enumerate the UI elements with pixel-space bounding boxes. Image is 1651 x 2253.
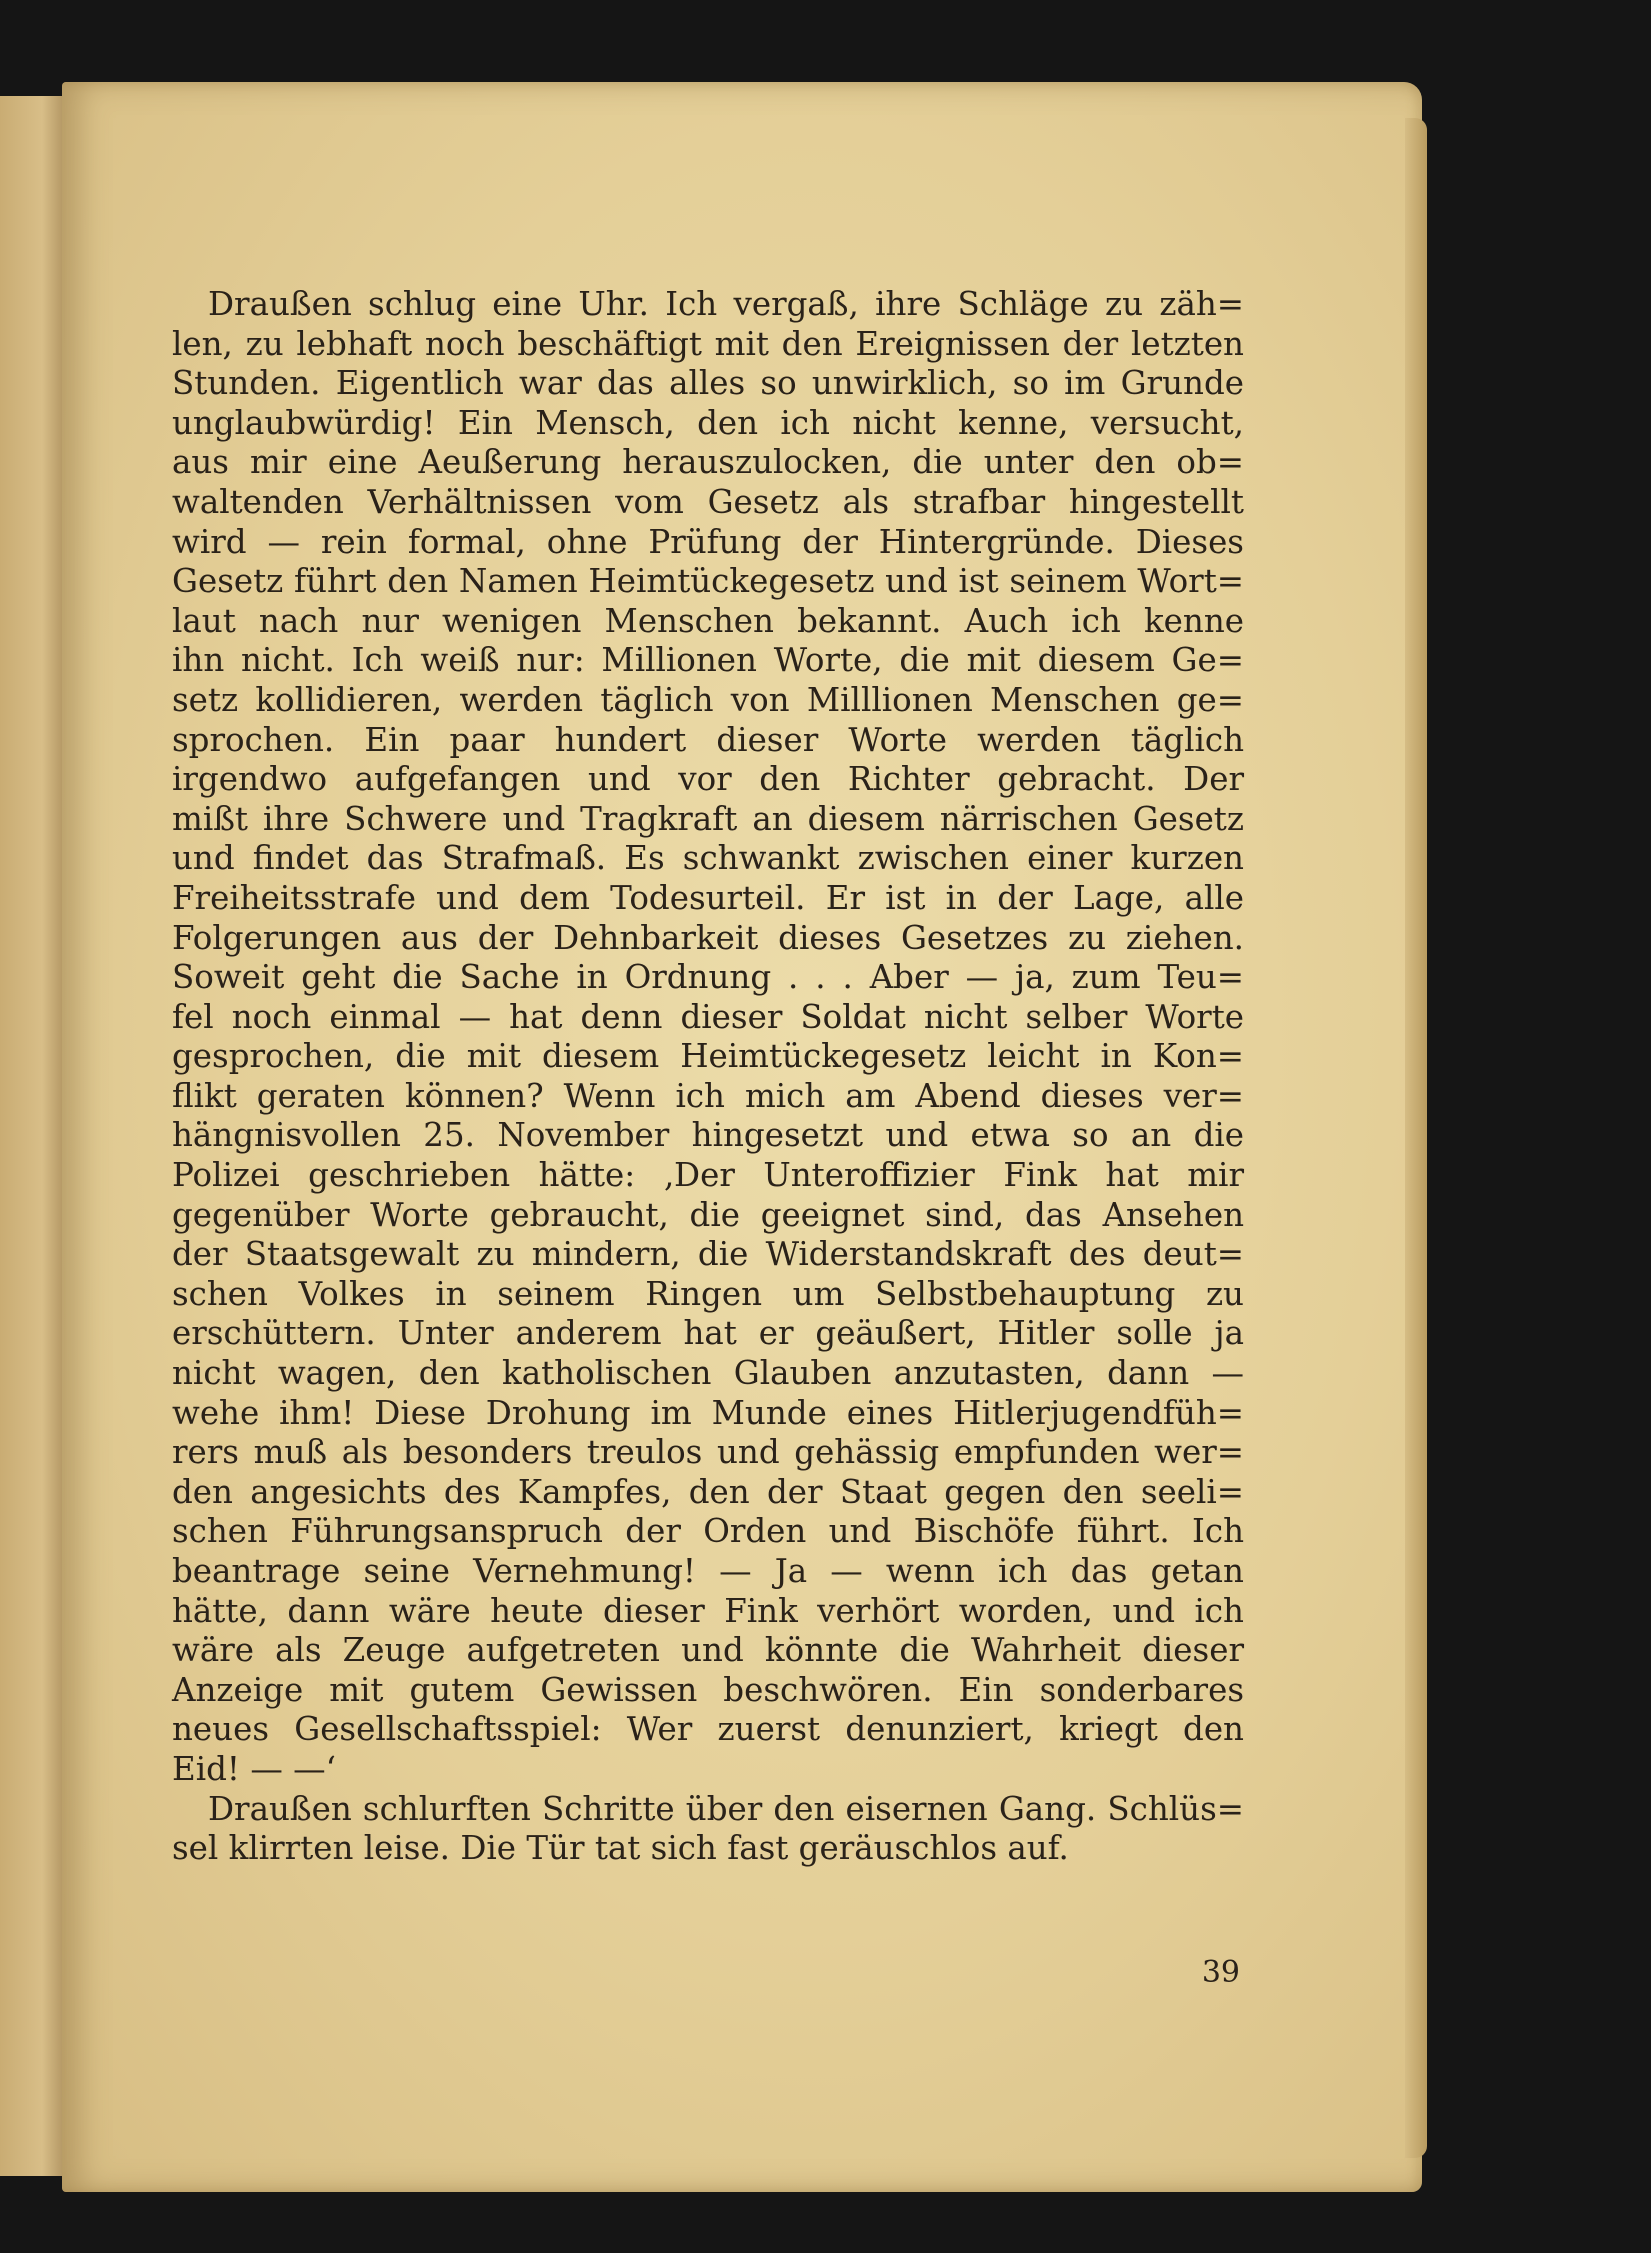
- text-line: erschüttern. Unter anderem hat er geäußert, Hitler solle ja: [172, 1314, 1244, 1353]
- text-line: irgendwo aufgefangen und vor den Richter gebracht. Der: [172, 760, 1244, 799]
- text-line: Polizei geschrieben hätte: ‚Der Unteroffizier Fink hat mir: [172, 1156, 1244, 1195]
- text-line: hätte, dann wäre heute dieser Fink verhört worden, und ich: [172, 1591, 1244, 1630]
- text-line: waltenden Verhältnissen vom Gesetz als strafbar hingestellt: [172, 482, 1244, 521]
- text-line: wird — rein formal, ohne Prüfung der Hintergründe. Dieses: [172, 522, 1244, 561]
- text-line: fel noch einmal — hat denn dieser Soldat nicht selber Worte: [172, 997, 1244, 1036]
- text-line: setz kollidieren, werden täglich von Milllionen Menschen ge=: [172, 680, 1244, 719]
- text-line: Anzeige mit gutem Gewissen beschwören. Ein sonderbares: [172, 1670, 1244, 1709]
- text-line: Draußen schlurften Schritte über den eisernen Gang. Schlüs=: [208, 1789, 1244, 1828]
- text-line: rers muß als besonders treulos und gehässig empfunden wer=: [172, 1433, 1244, 1472]
- text-line: flikt geraten können? Wenn ich mich am Abend dieses ver=: [172, 1076, 1244, 1115]
- text-line: schen Führungsanspruch der Orden und Bischöfe führt. Ich: [172, 1512, 1244, 1551]
- text-line: und findet das Strafmaß. Es schwankt zwischen einer kurzen: [172, 839, 1244, 878]
- text-line: aus mir eine Aeußerung herauszulocken, die unter den ob=: [172, 443, 1244, 482]
- text-line: sprochen. Ein paar hundert dieser Worte werden täglich: [172, 720, 1244, 759]
- text-line: unglaubwürdig! Ein Mensch, den ich nicht kenne, versucht,: [172, 403, 1244, 442]
- body-text: [172, 285, 1244, 1869]
- text-line: hängnisvollen 25. November hingesetzt und etwa so an die: [172, 1116, 1244, 1155]
- previous-page-edge: [0, 96, 70, 2176]
- text-line: Eid! — —‘: [172, 1749, 336, 1788]
- text-line: mißt ihre Schwere und Tragkraft an diesem närrischen Gesetz: [172, 799, 1244, 838]
- text-line: Gesetz führt den Namen Heimtückegesetz und ist seinem Wort=: [172, 562, 1244, 601]
- text-line: den angesichts des Kampfes, den der Staat gegen den seeli=: [172, 1472, 1244, 1511]
- text-line: laut nach nur wenigen Menschen bekannt. Auch ich kenne: [172, 601, 1244, 640]
- text-line: nicht wagen, den katholischen Glauben anzutasten, dann —: [172, 1354, 1244, 1393]
- text-line: beantrage seine Vernehmung! — Ja — wenn ich das getan: [172, 1552, 1244, 1590]
- text-line: wäre als Zeuge aufgetreten und könnte die Wahrheit dieser: [172, 1631, 1244, 1670]
- page-block-edge: [1405, 118, 1427, 2158]
- text-line: neues Gesellschaftsspiel: Wer zuerst denunziert, kriegt den: [172, 1710, 1244, 1749]
- text-line: Soweit geht die Sache in Ordnung . . . Aber — ja, zum Teu=: [172, 958, 1244, 997]
- text-line: len, zu lebhaft noch beschäftigt mit den Ereignissen der letzten: [172, 324, 1244, 363]
- page-number: 39: [1201, 1955, 1240, 1990]
- text-line: Stunden. Eigentlich war das alles so unwirklich, so im Grunde: [172, 364, 1244, 403]
- text-line: Freiheitsstrafe und dem Todesurteil. Er ist in der Lage, alle: [172, 878, 1244, 917]
- text-line: gesprochen, die mit diesem Heimtückegesetz leicht in Kon=: [172, 1037, 1244, 1076]
- text-line: sel klirrten leise. Die Tür tat sich fast geräuschlos auf.: [172, 1829, 1069, 1868]
- text-line: wehe ihm! Diese Drohung im Munde eines Hitlerjugendfüh=: [172, 1393, 1244, 1432]
- text-line: ihn nicht. Ich weiß nur: Millionen Worte, die mit diesem Ge=: [172, 641, 1244, 680]
- text-line: gegenüber Worte gebraucht, die geeignet sind, das Ansehen: [172, 1195, 1244, 1234]
- text-line: schen Volkes in seinem Ringen um Selbstbehauptung zu: [172, 1274, 1244, 1313]
- text-line: Draußen schlug eine Uhr. Ich vergaß, ihre Schläge zu zäh=: [208, 285, 1244, 323]
- text-line: Folgerungen aus der Dehnbarkeit dieses Gesetzes zu ziehen.: [172, 918, 1244, 957]
- text-line: der Staatsgewalt zu mindern, die Widerstandskraft des deut=: [172, 1235, 1244, 1274]
